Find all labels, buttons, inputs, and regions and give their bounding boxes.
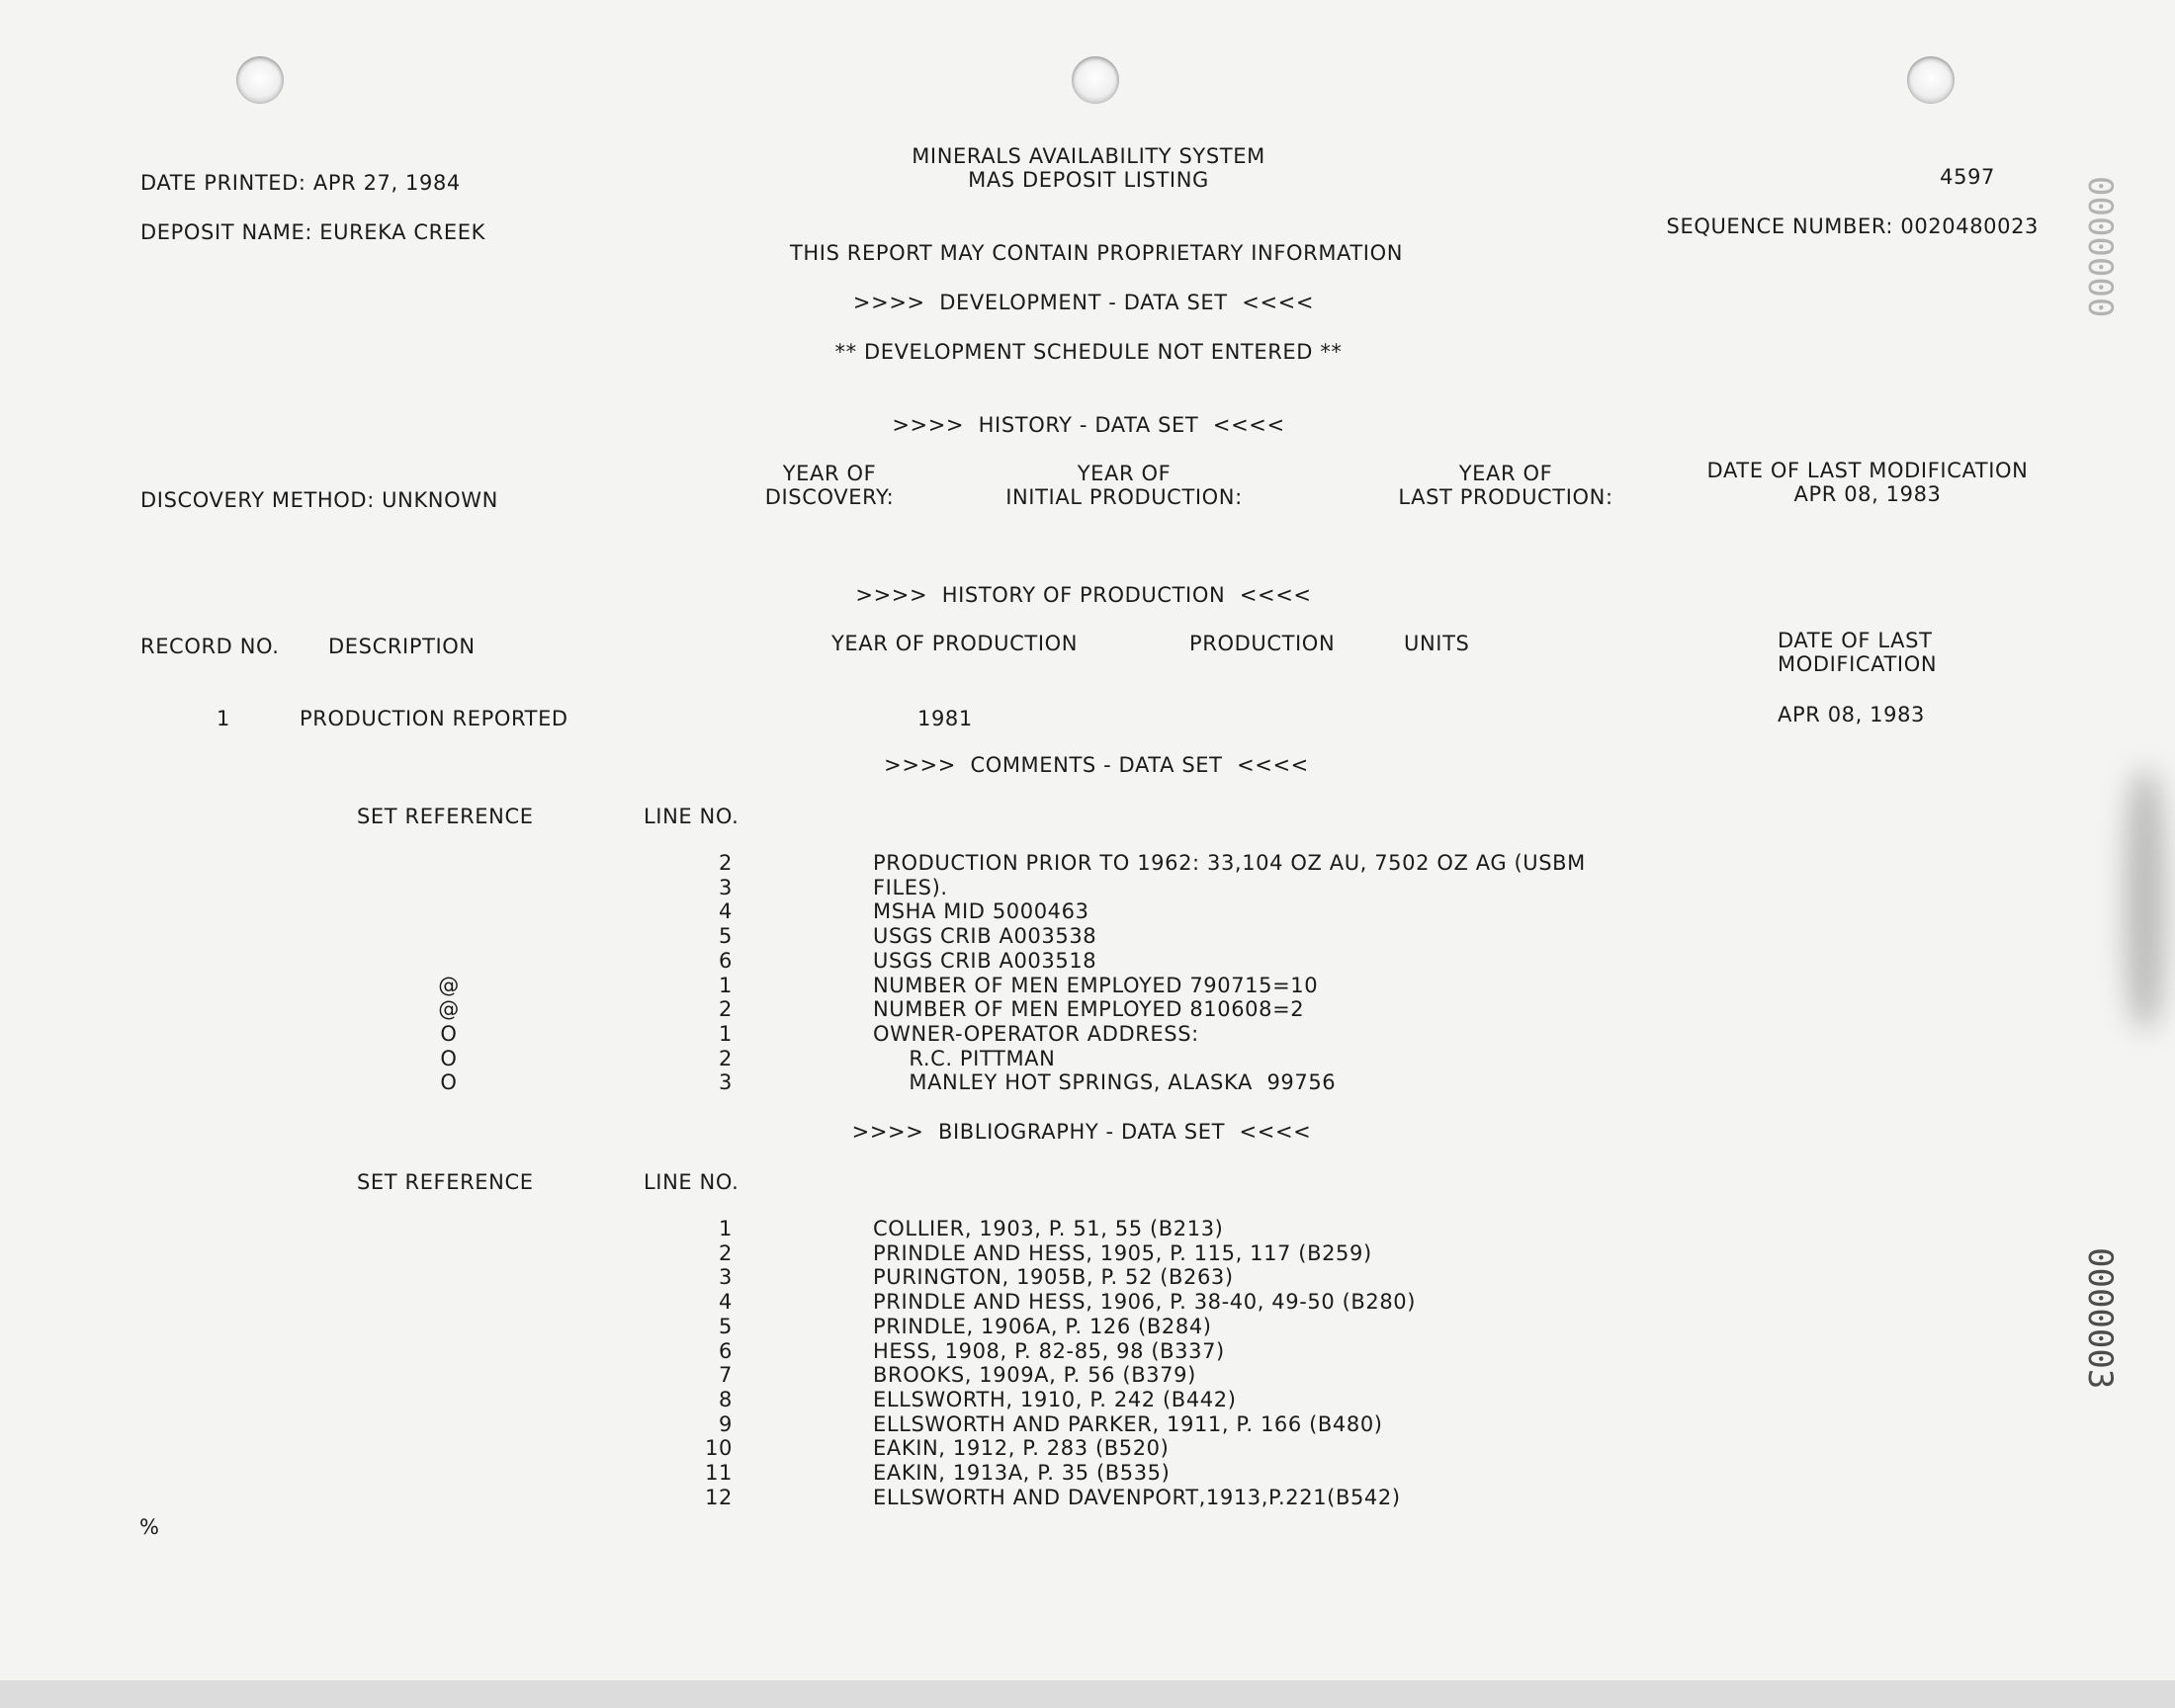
comment-text: NUMBER OF MEN EMPLOYED 790715=10 [873, 973, 1319, 997]
comment-line-number: 2 [719, 997, 733, 1022]
bibliography-text: COLLIER, 1903, P. 51, 55 (B213) [873, 1217, 1224, 1240]
bibliography-text: PRINDLE AND HESS, 1905, P. 115, 117 (B259) [873, 1240, 1372, 1265]
bibliography-line-number: 3 [719, 1265, 733, 1290]
comment-line-number: 1 [719, 1021, 733, 1046]
comment-text: MANLEY HOT SPRINGS, ALASKA 99756 [873, 1070, 1337, 1095]
last-modification-label: DATE OF LAST MODIFICATION [1706, 459, 2029, 482]
bibliography-line-number: 9 [719, 1411, 733, 1436]
comments-heading: >>>> COMMENTS - DATA SET <<<< [884, 753, 1309, 777]
production-record-no: 1 [217, 707, 230, 730]
margin-mark-bottom: 0000003 [2080, 1247, 2120, 1390]
year-of-last-production-label-1: YEAR OF [1458, 462, 1553, 485]
development-heading: >>>> DEVELOPMENT - DATA SET <<<< [852, 291, 1315, 314]
comment-text: USGS CRIB A003538 [873, 924, 1097, 949]
discovery-method: DISCOVERY METHOD: UNKNOWN [140, 488, 498, 512]
date-printed: DATE PRINTED: APR 27, 1984 [140, 171, 461, 195]
comment-line-number: 3 [719, 875, 733, 899]
bibliography-set-reference-label: SET REFERENCE [357, 1170, 534, 1194]
bibliography-text: ELLSWORTH AND PARKER, 1911, P. 166 (B480) [873, 1411, 1383, 1436]
comment-line-number: 1 [719, 973, 733, 997]
column-production: PRODUCTION [1189, 632, 1336, 655]
column-units: UNITS [1404, 632, 1470, 655]
comment-line-number: 2 [719, 851, 733, 875]
punch-hole-right [1907, 56, 1955, 104]
history-heading: >>>> HISTORY - DATA SET <<<< [892, 413, 1285, 437]
footer-mark: % [139, 1515, 160, 1539]
bibliography-line-number: 5 [719, 1314, 733, 1338]
comment-set-reference: O [440, 1046, 458, 1070]
bibliography-line-number: 10 [705, 1436, 733, 1461]
bibliography-text: EAKIN, 1912, P. 283 (B520) [873, 1436, 1170, 1461]
comment-text: PRODUCTION PRIOR TO 1962: 33,104 OZ AU, 7502 OZ AG (USBM [873, 851, 1586, 875]
comment-set-reference: @ [438, 997, 460, 1022]
bibliography-text: EAKIN, 1913A, P. 35 (B535) [873, 1461, 1171, 1485]
column-record-no: RECORD NO. [140, 635, 280, 658]
last-modification-date: APR 08, 1983 [1793, 482, 1942, 506]
comment-set-reference: O [440, 1070, 458, 1095]
comment-set-reference: O [440, 1021, 458, 1046]
bibliography-line-number: 4 [719, 1290, 733, 1315]
comment-line-number: 5 [719, 924, 733, 949]
production-heading: >>>> HISTORY OF PRODUCTION <<<< [855, 583, 1312, 607]
bibliography-text: ELLSWORTH, 1910, P. 242 (B442) [873, 1387, 1237, 1411]
system-title: MINERALS AVAILABILITY SYSTEM [912, 144, 1265, 168]
bibliography-text: ELLSWORTH AND DAVENPORT,1913,P.221(B542) [873, 1485, 1401, 1509]
page-number: 4597 [1940, 165, 1995, 189]
year-of-initial-production-label-2: INITIAL PRODUCTION: [1005, 485, 1243, 509]
year-of-initial-production-label-1: YEAR OF [1077, 462, 1172, 485]
comment-line-number: 4 [719, 899, 733, 924]
production-last-mod: APR 08, 1983 [1778, 703, 1926, 726]
comment-set-reference: @ [438, 973, 460, 997]
bibliography-line-number: 7 [719, 1363, 733, 1388]
bibliography-text: PRINDLE, 1906A, P. 126 (B284) [873, 1314, 1212, 1338]
production-year: 1981 [917, 707, 973, 730]
column-last-mod-2: MODIFICATION [1778, 652, 1938, 676]
comment-line-number: 2 [719, 1046, 733, 1070]
bibliography-line-number: 2 [719, 1240, 733, 1265]
deposit-name: DEPOSIT NAME: EUREKA CREEK [140, 220, 485, 244]
punch-hole-left [236, 56, 284, 104]
comment-text: MSHA MID 5000463 [873, 899, 1089, 924]
listing-title: MAS DEPOSIT LISTING [968, 168, 1209, 192]
scan-shadow [2126, 771, 2165, 1028]
comment-text: USGS CRIB A003518 [873, 948, 1097, 973]
bibliography-line-no-label: LINE NO. [644, 1170, 740, 1194]
bibliography-line-number: 12 [705, 1485, 733, 1509]
margin-mark-top: 0000000 [2080, 176, 2120, 318]
comment-text: OWNER-OPERATOR ADDRESS: [873, 1021, 1199, 1046]
bibliography-heading: >>>> BIBLIOGRAPHY - DATA SET <<<< [851, 1120, 1312, 1144]
year-of-last-production-label-2: LAST PRODUCTION: [1398, 485, 1613, 509]
punch-hole-center [1072, 56, 1119, 104]
sequence-number: SEQUENCE NUMBER: 0020480023 [1666, 214, 2039, 238]
column-year-of-production: YEAR OF PRODUCTION [831, 632, 1079, 655]
comment-text: NUMBER OF MEN EMPLOYED 810608=2 [873, 997, 1305, 1022]
scan-edge [0, 1680, 2175, 1708]
bibliography-text: HESS, 1908, P. 82-85, 98 (B337) [873, 1338, 1225, 1363]
bibliography-line-number: 8 [719, 1387, 733, 1411]
column-last-mod-1: DATE OF LAST [1778, 629, 1933, 652]
column-description: DESCRIPTION [328, 635, 476, 658]
production-description: PRODUCTION REPORTED [300, 707, 568, 730]
comments-set-reference-label: SET REFERENCE [357, 805, 534, 828]
comment-text: FILES). [873, 875, 948, 899]
comment-line-number: 6 [719, 948, 733, 973]
bibliography-line-number: 11 [705, 1461, 733, 1485]
year-of-discovery-label-2: DISCOVERY: [764, 485, 895, 509]
bibliography-text: BROOKS, 1909A, P. 56 (B379) [873, 1363, 1196, 1388]
comment-line-number: 3 [719, 1070, 733, 1095]
bibliography-text: PURINGTON, 1905B, P. 52 (B263) [873, 1265, 1234, 1290]
comment-text: R.C. PITTMAN [873, 1046, 1056, 1070]
bibliography-text: PRINDLE AND HESS, 1906, P. 38-40, 49-50 (B280) [873, 1290, 1417, 1315]
proprietary-notice: THIS REPORT MAY CONTAIN PROPRIETARY INFORMATION [789, 241, 1404, 265]
comments-line-no-label: LINE NO. [644, 805, 740, 828]
bibliography-line-number: 6 [719, 1338, 733, 1363]
development-note: ** DEVELOPMENT SCHEDULE NOT ENTERED ** [834, 340, 1343, 364]
year-of-discovery-label-1: YEAR OF [782, 462, 877, 485]
bibliography-line-number: 1 [719, 1217, 733, 1240]
